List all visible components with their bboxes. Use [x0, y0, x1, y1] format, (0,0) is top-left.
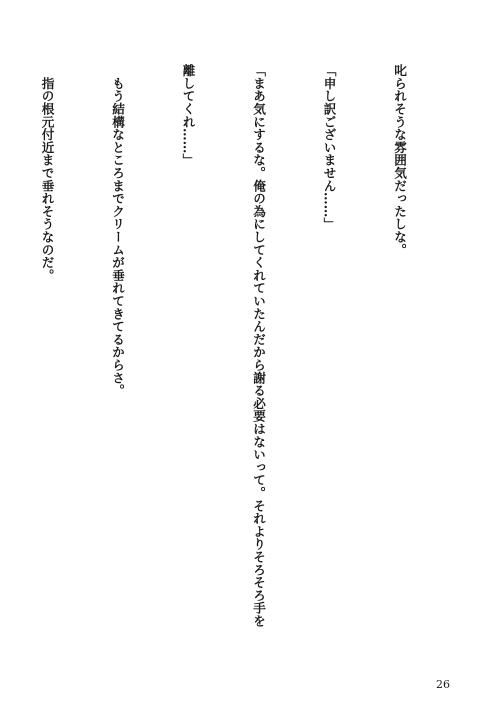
- text-line: 「申し訳ございません……」: [321, 64, 337, 231]
- vertical-text-body: [33, 64, 458, 644]
- page-number: 26: [436, 678, 450, 691]
- text-line: 離してくれ……」: [180, 64, 196, 167]
- text-line: 叱られそうな雰囲気だったしな。: [392, 64, 407, 256]
- text-line: もう結構なところまでクリームが垂れてきてるからさ。: [110, 64, 125, 397]
- text-line: 「まあ気にするな。俺の為にしてくれていたんだから謝る必要はないって。それよりそろそろ手を: [251, 64, 266, 628]
- text-line: 指の根元付近まで垂れそうなのだ。: [39, 64, 55, 282]
